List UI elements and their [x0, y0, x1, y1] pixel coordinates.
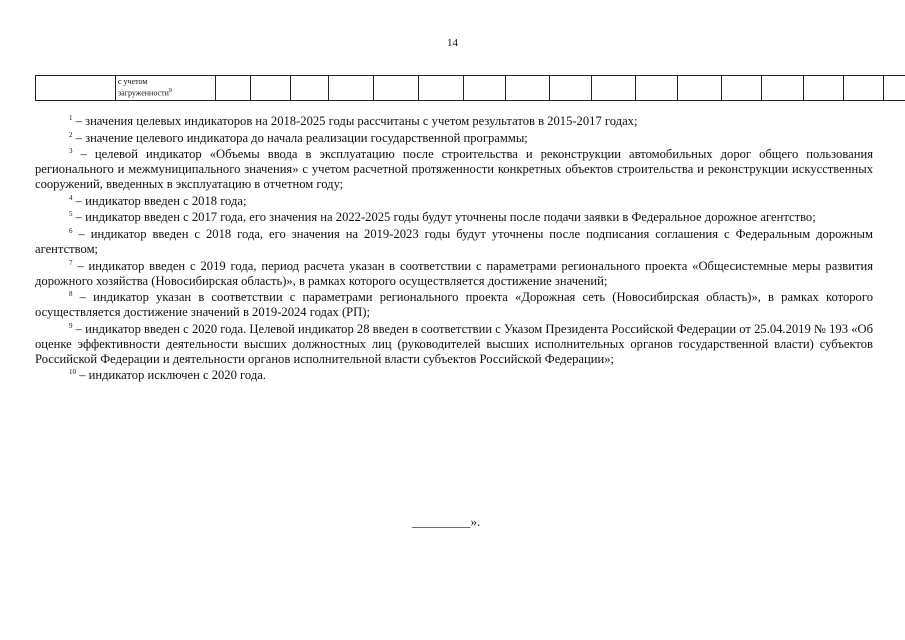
- footnote-marker: 5: [69, 210, 73, 219]
- table-cell: [419, 76, 464, 101]
- table-cell: [678, 76, 722, 101]
- row-label-line: с учетом: [118, 77, 148, 86]
- table-cell: [592, 76, 636, 101]
- footnote-marker: 3: [69, 147, 73, 156]
- table-cell: [722, 76, 762, 101]
- footnote-marker: 10: [69, 368, 76, 377]
- footnote: [35, 322, 873, 367]
- table-cell: [291, 76, 329, 101]
- footnote-text: – индикатор исключен с 2020 года.: [76, 368, 266, 383]
- footnote-marker: 9: [69, 321, 73, 330]
- table-cell: [550, 76, 592, 101]
- footnote-text: – индикатор введен с 2018 года;: [72, 193, 247, 208]
- footnote-text: – индикатор введен с 2019 года, период расчета указан в соответствии с параметрами регионального проекта «Общесистемные меры развития дорожного хозяйства (Новосибирская область)», в рамках которого осуществляется достижение значений;: [35, 258, 873, 288]
- table-cell: [844, 76, 884, 101]
- table-cell: [804, 76, 844, 101]
- page-number: 14: [447, 37, 458, 49]
- footnote-marker: 9: [168, 87, 172, 94]
- footnote-marker: 4: [69, 193, 73, 202]
- table-row-label: [116, 76, 216, 101]
- footnote-text: – целевой индикатор «Объемы ввода в эксплуатацию после строительства и реконструкции автомобильных дорог общего пользования регионального и межмуниципального значения» с учетом расчетной протяженности конкретных объектов строительства и реконструкции искусственных сооружений, введенных в эксплуатацию в отчетном году;: [35, 147, 873, 192]
- footnote-marker: 1: [69, 114, 73, 122]
- table-cell: [216, 76, 251, 101]
- table-cell: [36, 76, 116, 101]
- footnote-text: – индикатор введен с 2017 года, его значения на 2022-2025 годы будут уточнены после подачи заявки в Федеральное дорожное агентство;: [72, 210, 816, 225]
- footnotes-block: [35, 114, 873, 385]
- table-cell: [329, 76, 374, 101]
- footnote-text: – значение целевого индикатора до начала реализации государственной программы;: [72, 130, 528, 145]
- footnote-text: – индикатор указан в соответствии с параметрами регионального проекта «Дорожная сеть (Новосибирская область)», в рамках которого осуществляется достижение значений в 2019-2024 годах (РП);: [35, 290, 873, 320]
- footnote-marker: 6: [69, 226, 73, 235]
- table-cell: [251, 76, 291, 101]
- footnote: [35, 147, 873, 192]
- footnote-text: – индикатор введен с 2018 года, его значения на 2019-2023 годы будут уточнены после подписания соглашения с Федеральным дорожным агентством;: [35, 226, 873, 256]
- footnote: [35, 227, 873, 257]
- footnote-text: – индикатор введен с 2020 года. Целевой индикатор 28 введен в соответствии с Указом Президента Российской Федерации от 25.04.2019 № 193 «Об оценке эффективности деятельности высших должностных лиц (руководителей высших исполнительных органов государственной власти) субъектов Российской Федерации и деятельности органов исполнительной власти субъектов Российской Федерации»;: [35, 321, 873, 366]
- table-fragment: [35, 75, 905, 101]
- table-cell: [506, 76, 550, 101]
- footnote-marker: 7: [69, 258, 73, 267]
- footnote-marker: 2: [69, 130, 73, 139]
- table-cell: [884, 76, 905, 101]
- footnote: [35, 210, 873, 225]
- table-cell: [636, 76, 678, 101]
- footnote: [35, 114, 873, 129]
- table-cell: [374, 76, 419, 101]
- footnote: [35, 259, 873, 289]
- table-cell: [762, 76, 804, 101]
- row-label-line: загруженности: [118, 88, 169, 98]
- closing-mark: _________».: [412, 514, 481, 529]
- footnote: [35, 290, 873, 320]
- footnote: [35, 194, 873, 209]
- table-cell: [464, 76, 506, 101]
- footnote-marker: 8: [69, 290, 73, 299]
- footnote: [35, 131, 873, 146]
- footnote-text: – значения целевых индикаторов на 2018-2025 годы рассчитаны с учетом результатов в 2015-2017 годах;: [72, 114, 638, 128]
- footnote: [35, 368, 873, 383]
- table-row: [36, 76, 905, 101]
